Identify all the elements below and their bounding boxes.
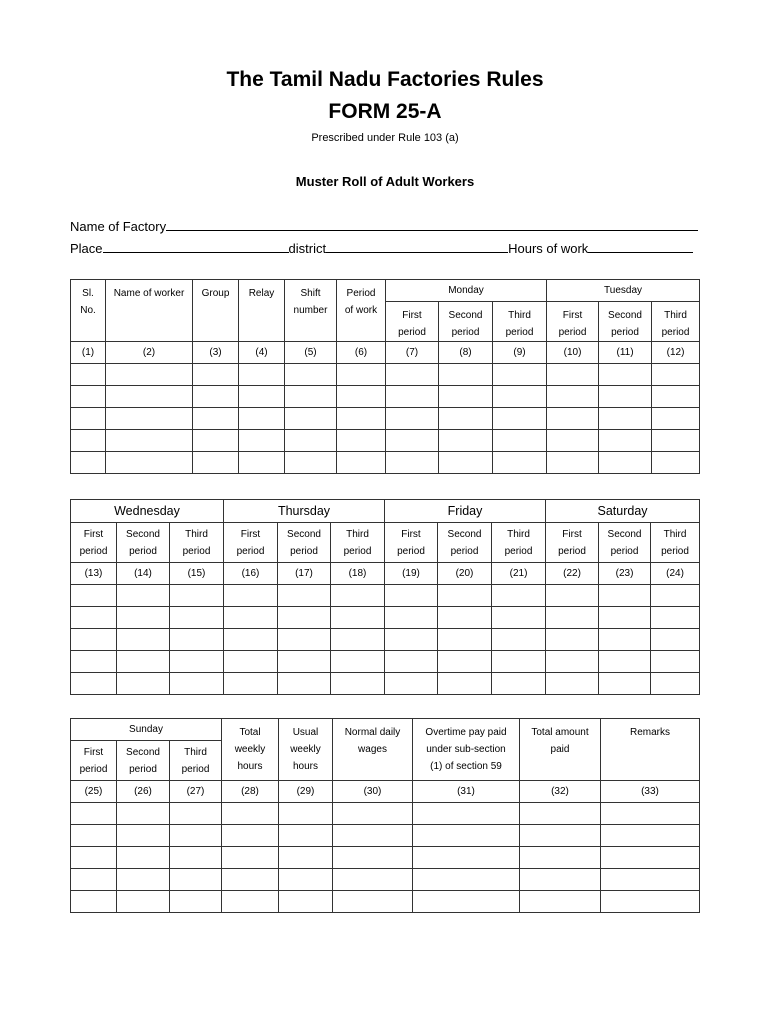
column-number-row: [71, 563, 700, 585]
entry-cell[interactable]: [71, 364, 106, 386]
entry-cell[interactable]: [337, 452, 386, 474]
table-row: [71, 847, 700, 869]
entry-cell[interactable]: [193, 452, 239, 474]
entry-cell[interactable]: [599, 585, 651, 607]
column-number: (10): [547, 342, 599, 364]
table-row: [71, 825, 700, 847]
entry-cell[interactable]: [239, 364, 285, 386]
entry-cell[interactable]: [546, 673, 599, 695]
muster-table-sunday-totals: [70, 718, 700, 913]
column-number: (4): [239, 342, 285, 364]
entry-cell[interactable]: [278, 651, 331, 673]
factory-name-line[interactable]: [166, 218, 698, 231]
column-number: (2): [106, 342, 193, 364]
tuesday-header: Tuesday: [547, 280, 700, 302]
entry-cell[interactable]: [652, 408, 700, 430]
thursday-header: Thursday: [224, 500, 385, 523]
entry-cell[interactable]: [224, 607, 278, 629]
entry-cell[interactable]: [331, 673, 385, 695]
entry-cell[interactable]: [333, 803, 413, 825]
hours-of-work-line[interactable]: [588, 240, 693, 253]
monday-first-period-header: First period: [386, 302, 439, 342]
entry-cell[interactable]: [385, 629, 438, 651]
entry-cell[interactable]: [117, 825, 170, 847]
column-number-row: [71, 342, 700, 364]
entry-cell[interactable]: [193, 386, 239, 408]
col-group-header: Group: [193, 280, 239, 342]
entry-cell[interactable]: [438, 585, 492, 607]
entry-cell[interactable]: [439, 386, 493, 408]
column-number: (21): [492, 563, 546, 585]
entry-cell[interactable]: [599, 673, 651, 695]
column-number: (14): [117, 563, 170, 585]
entry-cell[interactable]: [651, 585, 700, 607]
entry-cell[interactable]: [117, 803, 170, 825]
entry-cell[interactable]: [71, 651, 117, 673]
entry-cell[interactable]: [106, 408, 193, 430]
entry-cell[interactable]: [492, 629, 546, 651]
entry-cell[interactable]: [71, 607, 117, 629]
column-number: (11): [599, 342, 652, 364]
col-total-weekly-hours-header: Total weekly hours: [222, 719, 279, 781]
entry-cell[interactable]: [331, 629, 385, 651]
entry-cell[interactable]: [493, 430, 547, 452]
register-heading: Muster Roll of Adult Workers: [295, 174, 475, 189]
entry-cell[interactable]: [520, 869, 601, 891]
entry-cell[interactable]: [279, 847, 333, 869]
entry-cell[interactable]: [279, 869, 333, 891]
entry-cell[interactable]: [170, 585, 224, 607]
entry-cell[interactable]: [651, 607, 700, 629]
thursday-third-period-header: Third period: [331, 523, 385, 563]
entry-cell[interactable]: [222, 847, 279, 869]
district-line[interactable]: [326, 240, 508, 253]
entry-cell[interactable]: [601, 803, 700, 825]
entry-cell[interactable]: [222, 803, 279, 825]
entry-cell[interactable]: [493, 408, 547, 430]
sunday-header: Sunday: [71, 719, 222, 741]
entry-cell[interactable]: [239, 452, 285, 474]
entry-cell[interactable]: [601, 869, 700, 891]
entry-cell[interactable]: [413, 847, 520, 869]
friday-header: Friday: [385, 500, 546, 523]
entry-cell[interactable]: [279, 891, 333, 913]
entry-cell[interactable]: [385, 585, 438, 607]
entry-cell[interactable]: [222, 825, 279, 847]
factory-name-label: Name of Factory: [70, 219, 167, 234]
entry-cell[interactable]: [333, 891, 413, 913]
table-row: [71, 651, 700, 673]
entry-cell[interactable]: [71, 452, 106, 474]
entry-cell[interactable]: [71, 585, 117, 607]
entry-cell[interactable]: [106, 386, 193, 408]
entry-cell[interactable]: [547, 386, 599, 408]
entry-cell[interactable]: [278, 607, 331, 629]
table-row: [71, 607, 700, 629]
entry-cell[interactable]: [546, 607, 599, 629]
muster-table-monday-tuesday: [70, 279, 700, 474]
entry-cell[interactable]: [547, 408, 599, 430]
entry-cell[interactable]: [385, 607, 438, 629]
entry-cell[interactable]: [599, 651, 651, 673]
table-row: [71, 585, 700, 607]
entry-cell[interactable]: [547, 452, 599, 474]
entry-cell[interactable]: [117, 891, 170, 913]
factory-name-field: [70, 218, 698, 234]
sunday-first-period-header: First period: [71, 741, 117, 781]
tuesday-third-period-header: Third period: [652, 302, 700, 342]
entry-cell[interactable]: [224, 651, 278, 673]
entry-cell[interactable]: [520, 825, 601, 847]
column-number: (31): [413, 781, 520, 803]
column-number: (32): [520, 781, 601, 803]
saturday-first-period-header: First period: [546, 523, 599, 563]
entry-cell[interactable]: [278, 673, 331, 695]
entry-cell[interactable]: [285, 430, 337, 452]
column-number: (24): [651, 563, 700, 585]
saturday-second-period-header: Second period: [599, 523, 651, 563]
entry-cell[interactable]: [492, 673, 546, 695]
table-row: [71, 430, 700, 452]
entry-cell[interactable]: [599, 386, 652, 408]
entry-cell[interactable]: [71, 891, 117, 913]
column-number: (18): [331, 563, 385, 585]
entry-cell[interactable]: [386, 452, 439, 474]
entry-cell[interactable]: [599, 452, 652, 474]
col-normal-daily-wages-header: Normal daily wages: [333, 719, 413, 781]
column-number: (27): [170, 781, 222, 803]
entry-cell[interactable]: [599, 629, 651, 651]
column-number: (22): [546, 563, 599, 585]
entry-cell[interactable]: [170, 869, 222, 891]
entry-cell[interactable]: [224, 585, 278, 607]
table-row: [71, 673, 700, 695]
entry-cell[interactable]: [170, 891, 222, 913]
entry-cell[interactable]: [493, 452, 547, 474]
entry-cell[interactable]: [547, 430, 599, 452]
entry-cell[interactable]: [71, 803, 117, 825]
entry-cell[interactable]: [279, 803, 333, 825]
entry-cell[interactable]: [599, 430, 652, 452]
entry-cell[interactable]: [413, 869, 520, 891]
column-number: (5): [285, 342, 337, 364]
column-number: (33): [601, 781, 700, 803]
entry-cell[interactable]: [439, 364, 493, 386]
entry-cell[interactable]: [599, 408, 652, 430]
entry-cell[interactable]: [601, 847, 700, 869]
place-label: Place: [70, 241, 103, 256]
entry-cell[interactable]: [279, 825, 333, 847]
entry-cell[interactable]: [438, 673, 492, 695]
form-number: FORM 25-A: [328, 100, 442, 123]
entry-cell[interactable]: [170, 651, 224, 673]
column-number: (7): [386, 342, 439, 364]
entry-cell[interactable]: [170, 607, 224, 629]
entry-cell[interactable]: [222, 891, 279, 913]
wednesday-first-period-header: First period: [71, 523, 117, 563]
entry-cell[interactable]: [193, 364, 239, 386]
entry-cell[interactable]: [413, 803, 520, 825]
entry-cell[interactable]: [439, 452, 493, 474]
entry-cell[interactable]: [333, 825, 413, 847]
column-number: (29): [279, 781, 333, 803]
entry-cell[interactable]: [71, 825, 117, 847]
col-usual-weekly-hours-header: Usual weekly hours: [279, 719, 333, 781]
col-total-amount-paid-header: Total amount paid: [520, 719, 601, 781]
entry-cell[interactable]: [117, 651, 170, 673]
entry-cell[interactable]: [193, 408, 239, 430]
monday-second-period-header: Second period: [439, 302, 493, 342]
col-remarks-header: Remarks: [601, 719, 700, 781]
column-number: (26): [117, 781, 170, 803]
entry-cell[interactable]: [170, 825, 222, 847]
entry-cell[interactable]: [239, 386, 285, 408]
entry-cell[interactable]: [652, 364, 700, 386]
saturday-header: Saturday: [546, 500, 700, 523]
entry-cell[interactable]: [337, 408, 386, 430]
entry-cell[interactable]: [224, 673, 278, 695]
entry-cell[interactable]: [386, 408, 439, 430]
entry-cell[interactable]: [385, 673, 438, 695]
column-number-row: [71, 781, 700, 803]
entry-cell[interactable]: [117, 869, 170, 891]
table-row: [71, 452, 700, 474]
entry-cell[interactable]: [117, 847, 170, 869]
muster-table-wed-sat: [70, 499, 700, 695]
district-label: district: [288, 241, 327, 256]
entry-cell[interactable]: [117, 629, 170, 651]
column-number: (30): [333, 781, 413, 803]
col-relay-header: Relay: [239, 280, 285, 342]
place-district-hours-field: [70, 240, 693, 256]
entry-cell[interactable]: [170, 847, 222, 869]
entry-cell[interactable]: [278, 629, 331, 651]
entry-cell[interactable]: [71, 408, 106, 430]
tuesday-second-period-header: Second period: [599, 302, 652, 342]
entry-cell[interactable]: [546, 629, 599, 651]
entry-cell[interactable]: [71, 869, 117, 891]
entry-cell[interactable]: [651, 673, 700, 695]
entry-cell[interactable]: [170, 803, 222, 825]
entry-cell[interactable]: [71, 386, 106, 408]
entry-cell[interactable]: [439, 408, 493, 430]
entry-cell[interactable]: [601, 891, 700, 913]
column-number: (17): [278, 563, 331, 585]
entry-cell[interactable]: [71, 629, 117, 651]
entry-cell[interactable]: [106, 364, 193, 386]
column-number: (6): [337, 342, 386, 364]
entry-cell[interactable]: [331, 651, 385, 673]
entry-cell[interactable]: [239, 408, 285, 430]
entry-cell[interactable]: [492, 651, 546, 673]
entry-cell[interactable]: [493, 386, 547, 408]
period-header-row: [71, 523, 700, 563]
entry-cell[interactable]: [546, 651, 599, 673]
entry-cell[interactable]: [438, 629, 492, 651]
col-sl-no-header: Sl. No.: [71, 280, 106, 342]
entry-cell[interactable]: [385, 651, 438, 673]
entry-cell[interactable]: [520, 847, 601, 869]
monday-third-period-header: Third period: [493, 302, 547, 342]
entry-cell[interactable]: [438, 607, 492, 629]
column-number: (20): [438, 563, 492, 585]
entry-cell[interactable]: [333, 847, 413, 869]
entry-cell[interactable]: [224, 629, 278, 651]
entry-cell[interactable]: [106, 452, 193, 474]
entry-cell[interactable]: [117, 673, 170, 695]
prescribed-rule: Prescribed under Rule 103 (a): [311, 132, 459, 144]
hours-of-work-label: Hours of work: [508, 241, 589, 256]
sunday-second-period-header: Second period: [117, 741, 170, 781]
friday-second-period-header: Second period: [438, 523, 492, 563]
table-row: [71, 803, 700, 825]
entry-cell[interactable]: [71, 847, 117, 869]
entry-cell[interactable]: [599, 607, 651, 629]
table-row: [71, 891, 700, 913]
friday-first-period-header: First period: [385, 523, 438, 563]
column-number: (16): [224, 563, 278, 585]
column-number: (28): [222, 781, 279, 803]
column-number: (23): [599, 563, 651, 585]
entry-cell[interactable]: [652, 430, 700, 452]
column-number: (1): [71, 342, 106, 364]
entry-cell[interactable]: [331, 607, 385, 629]
entry-cell[interactable]: [413, 825, 520, 847]
entry-cell[interactable]: [492, 607, 546, 629]
friday-third-period-header: Third period: [492, 523, 546, 563]
entry-cell[interactable]: [71, 430, 106, 452]
entry-cell[interactable]: [386, 430, 439, 452]
entry-cell[interactable]: [337, 364, 386, 386]
entry-cell[interactable]: [520, 891, 601, 913]
entry-cell[interactable]: [278, 585, 331, 607]
tuesday-first-period-header: First period: [547, 302, 599, 342]
entry-cell[interactable]: [222, 869, 279, 891]
column-number: (13): [71, 563, 117, 585]
col-overtime-pay-header: Overtime pay paid under sub-section (1) of section 59: [413, 719, 520, 781]
entry-cell[interactable]: [117, 585, 170, 607]
entry-cell[interactable]: [117, 607, 170, 629]
entry-cell[interactable]: [438, 651, 492, 673]
wednesday-second-period-header: Second period: [117, 523, 170, 563]
entry-cell[interactable]: [413, 891, 520, 913]
table-row: [71, 364, 700, 386]
entry-cell[interactable]: [331, 585, 385, 607]
entry-cell[interactable]: [493, 364, 547, 386]
entry-cell[interactable]: [170, 673, 224, 695]
column-number: (8): [439, 342, 493, 364]
entry-cell[interactable]: [439, 430, 493, 452]
column-number: (15): [170, 563, 224, 585]
entry-cell[interactable]: [492, 585, 546, 607]
column-number: (12): [652, 342, 700, 364]
entry-cell[interactable]: [652, 386, 700, 408]
entry-cell[interactable]: [547, 364, 599, 386]
table-row: [71, 408, 700, 430]
entry-cell[interactable]: [337, 386, 386, 408]
entry-cell[interactable]: [651, 629, 700, 651]
entry-cell[interactable]: [193, 430, 239, 452]
entry-cell[interactable]: [285, 386, 337, 408]
wednesday-third-period-header: Third period: [170, 523, 224, 563]
entry-cell[interactable]: [71, 673, 117, 695]
column-number: (9): [493, 342, 547, 364]
saturday-third-period-header: Third period: [651, 523, 700, 563]
table-row: [71, 869, 700, 891]
entry-cell[interactable]: [285, 364, 337, 386]
monday-header: Monday: [386, 280, 547, 302]
entry-cell[interactable]: [170, 629, 224, 651]
entry-cell[interactable]: [333, 869, 413, 891]
entry-cell[interactable]: [652, 452, 700, 474]
entry-cell[interactable]: [520, 803, 601, 825]
column-number: (19): [385, 563, 438, 585]
thursday-first-period-header: First period: [224, 523, 278, 563]
form-title: The Tamil Nadu Factories Rules: [226, 68, 544, 91]
entry-cell[interactable]: [599, 364, 652, 386]
entry-cell[interactable]: [386, 364, 439, 386]
place-line[interactable]: [103, 240, 289, 253]
entry-cell[interactable]: [285, 408, 337, 430]
sunday-third-period-header: Third period: [170, 741, 222, 781]
entry-cell[interactable]: [337, 430, 386, 452]
table-row: [71, 629, 700, 651]
column-number: (3): [193, 342, 239, 364]
entry-cell[interactable]: [386, 386, 439, 408]
entry-cell[interactable]: [546, 585, 599, 607]
entry-cell[interactable]: [239, 430, 285, 452]
column-number: (25): [71, 781, 117, 803]
col-name-header: Name of worker: [106, 280, 193, 342]
thursday-second-period-header: Second period: [278, 523, 331, 563]
entry-cell[interactable]: [601, 825, 700, 847]
table-row: [71, 386, 700, 408]
entry-cell[interactable]: [651, 651, 700, 673]
wednesday-header: Wednesday: [71, 500, 224, 523]
entry-cell[interactable]: [285, 452, 337, 474]
col-period-header: Period of work: [337, 280, 386, 342]
col-shift-header: Shift number: [285, 280, 337, 342]
entry-cell[interactable]: [106, 430, 193, 452]
